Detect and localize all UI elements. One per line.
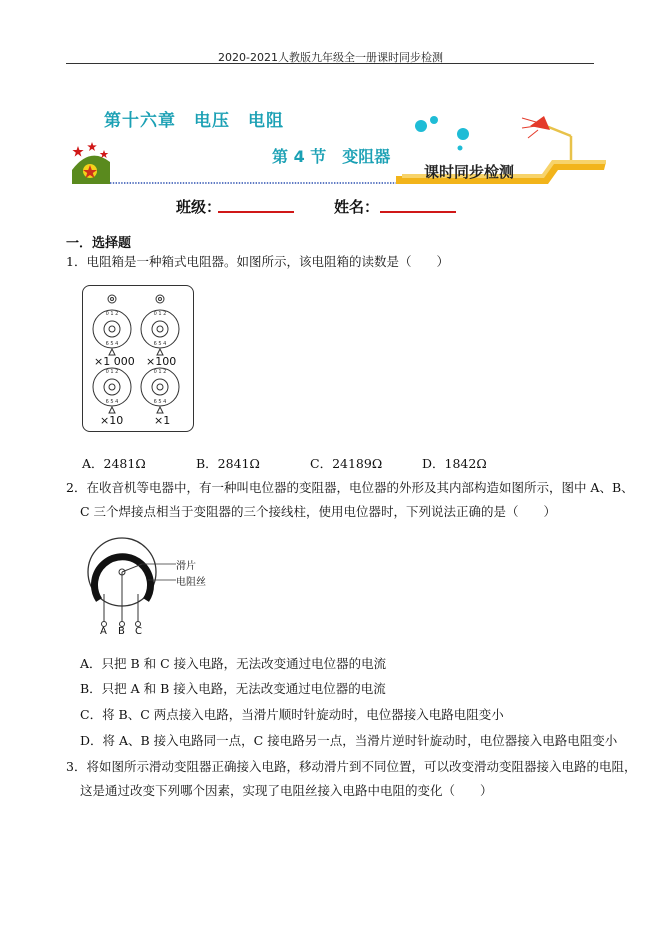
potentiometer-figure [84, 536, 184, 636]
dial-label-ones: ×1 [154, 414, 171, 427]
class-label: 班级： [176, 198, 222, 216]
question-3-line-1: 3．将如图所示滑动变阻器正确接入电路，移动滑片到不同位置，可以改变滑动变阻器接入电路的电阻， [66, 759, 637, 774]
q1-option-d[interactable]: D．1842Ω [422, 456, 487, 471]
q2-option-c[interactable]: C．将 B、C 两点接入电路，当滑片顺时针旋动时，电位器接入电路电阻变小 [80, 707, 504, 722]
terminal-a-label: A [100, 626, 107, 637]
question-3-line-2: 这是通过改变下列哪个因素，实现了电阻丝接入电路中电阻的变化（ ） [80, 783, 493, 798]
desk-lamp-icon [522, 116, 571, 160]
dial-label-hundreds: ×100 [146, 355, 177, 368]
question-2-line-2: C 三个焊接点相当于变阻器的三个接线柱，使用电位器时，下列说法正确的是（ ） [80, 504, 557, 519]
question-1-text: 1．电阻箱是一种箱式电阻器。如图所示，该电阻箱的读数是（ ） [66, 254, 449, 269]
q1-option-a[interactable]: A．2481Ω [82, 456, 146, 471]
q2-option-b[interactable]: B．只把 A 和 B 接入电路，无法改变通过电位器的电流 [80, 681, 386, 696]
svg-text:6 5 4: 6 5 4 [153, 399, 167, 405]
brand-title: 课时同步检测 [424, 163, 515, 181]
svg-text:6 5 4: 6 5 4 [105, 341, 119, 347]
class-blank[interactable] [218, 211, 294, 213]
name-label: 姓名： [334, 198, 380, 216]
section-title: 第 4 节 变阻器 [272, 147, 391, 166]
dial-label-thousands: ×1 000 [94, 355, 135, 368]
svg-text:0 1 2: 0 1 2 [153, 311, 167, 317]
svg-text:6 5 4: 6 5 4 [153, 341, 167, 347]
star-emblem-icon [72, 142, 110, 184]
svg-text:0 1 2: 0 1 2 [153, 369, 167, 375]
svg-text:0 1 2: 0 1 2 [105, 311, 119, 317]
q2-option-a[interactable]: A．只把 B 和 C 接入电路，无法改变通过电位器的电流 [80, 656, 387, 671]
header-divider [66, 63, 594, 64]
page-header: 2020-2021人教版九年级全一册课时同步检测 [218, 51, 443, 64]
question-2-line-1: 2．在收音机等电器中，有一种叫电位器的变阻器，电位器的外形及其内部构造如图所示，图中 A、B、 [66, 480, 634, 495]
svg-text:0 1 2: 0 1 2 [105, 369, 119, 375]
q1-option-b[interactable]: B．2841Ω [196, 456, 260, 471]
svg-text:6 5 4: 6 5 4 [105, 399, 119, 405]
dial-label-tens: ×10 [100, 414, 124, 427]
wire-label: 电阻丝 [176, 577, 206, 588]
name-blank[interactable] [380, 211, 456, 213]
q2-option-d[interactable]: D．将 A、B 接入电路同一点，C 接电路另一点，当滑片逆时针旋动时，电位器接入电路电阻变小 [80, 733, 618, 748]
terminal-b-label: B [118, 626, 125, 637]
chapter-title: 第十六章 电压 电阻 [104, 111, 284, 131]
terminal-c-label: C [135, 626, 142, 637]
slider-label: 滑片 [176, 561, 196, 572]
q1-option-c[interactable]: C．24189Ω [310, 456, 383, 471]
section-heading: 一．选择题 [66, 236, 132, 251]
